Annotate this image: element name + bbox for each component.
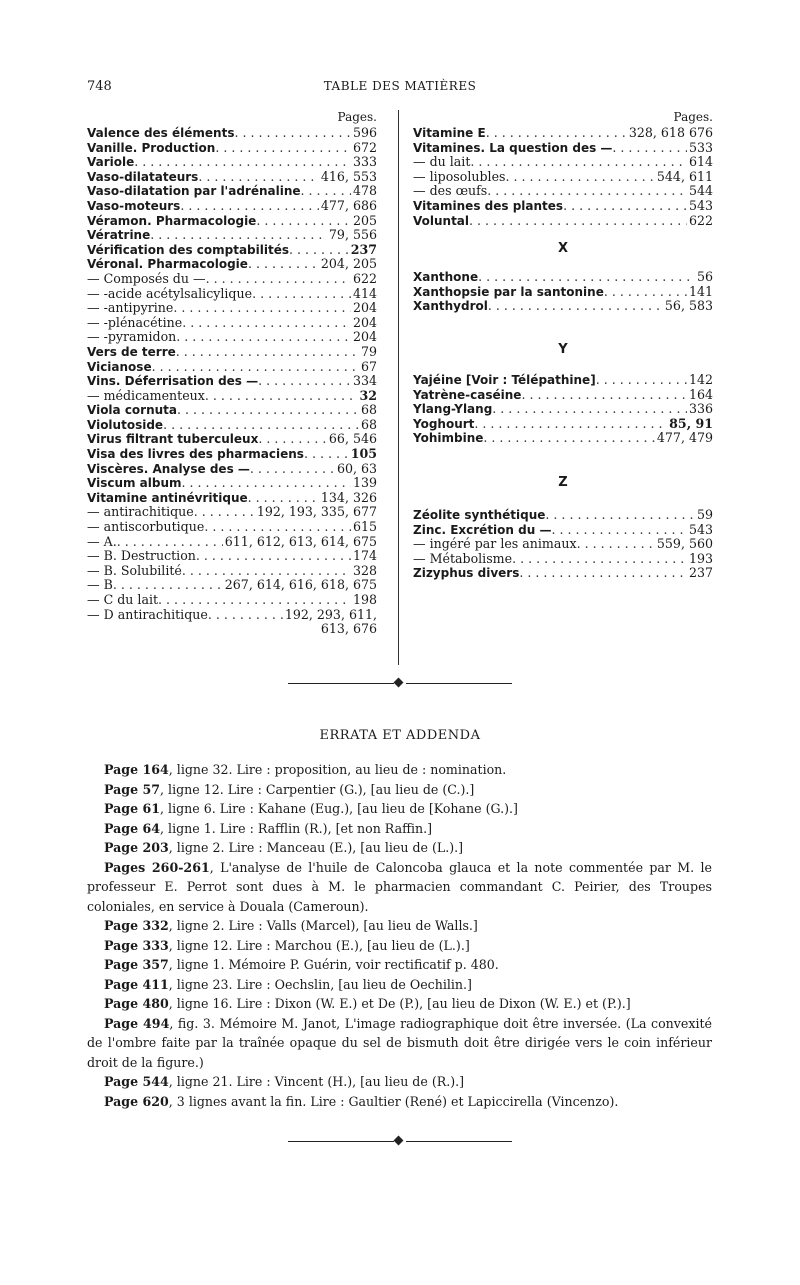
errata-item <box>87 799 712 819</box>
entry-pages: 67 <box>360 358 377 374</box>
errata-text: , ligne 12. Lire : Carpentier (G.), [au lieu de (C.).] <box>160 781 475 797</box>
dot-leader <box>204 520 351 535</box>
entry-term: Vérification des comptabilités <box>87 242 290 257</box>
dot-leader <box>577 537 655 552</box>
index-entry <box>87 549 377 564</box>
dot-leader <box>469 214 687 229</box>
ornament-divider <box>288 679 512 689</box>
dot-leader <box>478 270 695 285</box>
entry-pages: 204 <box>352 329 377 345</box>
entry-term: Yoghourt <box>413 416 475 431</box>
errata-item <box>87 858 712 917</box>
dot-leader <box>176 330 351 345</box>
index-entry <box>87 330 377 345</box>
dot-leader <box>612 141 687 156</box>
letter-heading-z: Z <box>558 474 568 490</box>
index-entry <box>87 403 377 418</box>
dot-leader <box>512 552 687 567</box>
index-entry <box>87 243 377 258</box>
dot-leader <box>563 199 687 214</box>
entry-pages: 543 <box>688 197 713 213</box>
dot-leader <box>304 447 349 462</box>
dot-leader <box>182 564 351 579</box>
entry-pages: 416, 553 <box>320 168 377 184</box>
entry-term: Vitamine antinévritique <box>87 490 248 505</box>
index-entry <box>413 170 713 185</box>
dot-leader <box>182 476 351 491</box>
index-right-column <box>413 110 713 581</box>
entry-pages: 615 <box>352 519 377 535</box>
entry-pages: 142 <box>688 371 713 387</box>
entry-term: — A. <box>87 533 117 549</box>
entry-term: Viola cornuta <box>87 403 178 418</box>
dot-leader <box>258 374 351 389</box>
entry-term: — liposolubles <box>413 168 506 184</box>
entry-term: Viscères. Analyse des — <box>87 461 250 476</box>
errata-page-ref: Page 332 <box>104 918 169 933</box>
index-entry <box>413 126 713 141</box>
index-entry <box>413 388 713 403</box>
entry-pages: 237 <box>350 241 377 257</box>
entry-pages: 477, 479 <box>656 430 713 446</box>
errata-item <box>87 916 712 936</box>
index-entry <box>413 508 713 523</box>
errata-item <box>87 975 712 995</box>
entry-term: — C du lait <box>87 592 159 607</box>
entry-term: Vaso-moteurs <box>87 198 181 213</box>
entry-term: Vitamines. La question des — <box>413 140 613 155</box>
index-entry <box>413 373 713 388</box>
dot-leader <box>152 360 359 375</box>
index-entry <box>87 520 377 535</box>
index-entry <box>87 418 377 433</box>
entry-pages: 533 <box>688 139 713 155</box>
entry-pages: 328 <box>352 562 377 578</box>
entry-term: Zinc. Excrétion du — <box>413 522 552 537</box>
index-entry <box>413 537 713 552</box>
dot-leader <box>173 301 351 316</box>
entry-pages: 334 <box>352 373 377 389</box>
dot-leader <box>208 608 283 623</box>
errata-page-ref: Page 357 <box>104 957 169 972</box>
entry-term: — Composés du — <box>87 270 206 286</box>
errata-item <box>87 1014 712 1073</box>
index-entry <box>413 552 713 567</box>
entry-term: Ylang-Ylang <box>413 402 493 417</box>
errata-text: , ligne 1. Lire : Rafflin (R.), [et non Raffin.] <box>160 820 433 836</box>
entry-pages: 56, 583 <box>664 298 713 314</box>
errata-page-ref: Page 164 <box>104 762 169 777</box>
entry-pages: 478 <box>352 183 377 199</box>
dot-leader <box>487 184 687 199</box>
entry-pages: 596 <box>352 125 377 140</box>
index-entry <box>87 199 377 214</box>
index-entry <box>87 301 377 316</box>
entry-term: — des œufs <box>413 183 488 199</box>
errata-page-ref: Page 544 <box>104 1074 169 1089</box>
entry-term: Xanthydrol <box>413 299 488 314</box>
errata-body <box>87 760 712 1111</box>
entry-pages: 59 <box>696 506 713 522</box>
index-entry <box>413 402 713 417</box>
entries-list-y <box>413 373 713 446</box>
entry-term: Xanthone <box>413 270 479 285</box>
errata-text: , ligne 1. Mémoire P. Guérin, voir rectificatif p. 480. <box>168 957 499 972</box>
dot-leader <box>234 126 350 141</box>
entry-term: Zéolite synthétique <box>413 507 546 522</box>
entry-term: — médicamenteux <box>87 387 205 403</box>
index-entry <box>413 285 713 300</box>
errata-page-ref: Page 333 <box>104 937 169 953</box>
dot-leader <box>256 214 351 229</box>
errata-text: , ligne 2. Lire : Manceau (E.), [au lieu de (L.).] <box>168 840 464 855</box>
entry-pages: 66, 546 <box>328 431 377 447</box>
errata-page-ref: Page 57 <box>104 781 161 797</box>
index-entry <box>413 566 713 581</box>
index-entry <box>87 462 377 477</box>
entry-term: Vaso-dilatateurs <box>87 169 199 184</box>
entry-pages: 134, 326 <box>320 489 377 505</box>
entry-term: Vitamines des plantes <box>413 198 564 213</box>
column-divider <box>398 110 399 665</box>
index-entry <box>413 199 713 214</box>
errata-page-ref: Page 494 <box>104 1015 170 1031</box>
entry-pages: 544, 611 <box>656 168 713 184</box>
dot-leader <box>117 535 223 550</box>
entry-pages: 414 <box>352 285 377 301</box>
entry-term: — -antipyrine <box>87 300 174 316</box>
index-entry <box>413 417 713 432</box>
dot-leader <box>545 508 695 523</box>
entries-list-x <box>413 270 713 314</box>
index-entry <box>87 345 377 360</box>
index-left-column <box>87 110 377 637</box>
entry-pages: 164 <box>688 386 713 402</box>
entry-pages: 79 <box>360 343 377 359</box>
dot-leader <box>198 170 319 185</box>
entry-term: Vitamine E <box>413 126 486 140</box>
index-entry <box>87 141 377 156</box>
dot-leader <box>492 402 687 417</box>
index-entry <box>87 593 377 608</box>
page-number: 748 <box>87 79 112 94</box>
entry-term: Vératrine <box>87 228 151 243</box>
index-entry <box>413 155 713 170</box>
index-entry <box>87 257 377 272</box>
errata-item <box>87 1072 712 1092</box>
entry-pages: 204, 205 <box>320 256 377 272</box>
index-entry <box>87 447 377 462</box>
index-entry <box>87 491 377 506</box>
index-entry <box>87 126 377 141</box>
dot-leader <box>150 228 327 243</box>
index-entry <box>413 141 713 156</box>
dot-leader <box>248 257 319 272</box>
errata-page-ref: Page 480 <box>104 996 169 1011</box>
errata-text: , L'analyse de l'huile de Caloncoba glauca et la note commentée par M. le professeur E. Perrot sont dues à M. le pharmacien commandant C. Peirier, des Troupes coloniales, en service à Douala (Cameroun). <box>87 859 713 914</box>
entry-pages: 611, 612, 613, 614, 675 <box>224 533 377 549</box>
index-entry <box>413 523 713 538</box>
index-entry <box>87 184 377 199</box>
index-entry <box>87 505 377 520</box>
running-title: TABLE DES MATIÈRES <box>323 79 477 93</box>
entry-term: Véramon. Pharmacologie <box>87 213 257 228</box>
entry-pages: 622 <box>352 270 377 286</box>
index-entry <box>87 214 377 229</box>
entry-pages: 559, 560 <box>656 536 713 552</box>
pages-label: Pages. <box>337 110 377 124</box>
errata-item <box>87 1092 712 1112</box>
entry-pages: 192, 293, 611, <box>284 606 377 622</box>
dot-leader <box>604 285 687 300</box>
index-entry <box>87 578 377 593</box>
errata-text: , 3 lignes avant la fin. Lire : Gaultier (René) et Lapiccirella (Vincenzo). <box>168 1093 619 1109</box>
dot-leader <box>258 432 327 447</box>
entry-term: Variole <box>87 155 135 170</box>
entry-term: — antiscorbutique <box>87 519 205 535</box>
errata-item <box>87 780 712 800</box>
index-entry <box>87 432 377 447</box>
entry-pages: 328, 618 676 <box>628 125 713 140</box>
entry-term: Vanille. Production <box>87 140 216 155</box>
entry-pages: 174 <box>352 548 377 564</box>
entry-term: Vers de terre <box>87 344 176 359</box>
dot-leader <box>488 299 663 314</box>
errata-item <box>87 994 712 1014</box>
dot-leader <box>158 593 351 608</box>
index-entry <box>413 431 713 446</box>
index-entry <box>87 155 377 170</box>
index-entry <box>87 608 377 623</box>
entry-pages: 544 <box>688 183 713 199</box>
errata-item <box>87 838 712 858</box>
errata-title: ERRATA ET ADDENDA <box>319 728 481 743</box>
entry-term: Vicianose <box>87 359 152 374</box>
entry-pages: 68 <box>360 416 377 432</box>
dot-leader <box>596 373 687 388</box>
errata-item <box>87 936 712 956</box>
dot-leader <box>519 566 687 581</box>
entry-pages: 204 <box>352 314 377 330</box>
errata-text: , ligne 23. Lire : Oechslin, [au lieu de Oechilin.] <box>168 976 472 992</box>
errata-page-ref: Pages 260-261 <box>104 859 210 875</box>
entry-pages: 139 <box>352 475 377 491</box>
dot-leader <box>177 403 359 418</box>
index-entry <box>87 170 377 185</box>
dot-leader <box>470 155 687 170</box>
entry-term: — D antirachitique <box>87 606 208 622</box>
entry-term: Yajéine [Voir : Télépathine] <box>413 372 596 387</box>
entry-term: — B <box>87 577 113 593</box>
entry-term: Xanthopsie par la santonine <box>413 284 604 299</box>
entry-term: Virus filtrant tuberculeux <box>87 432 259 447</box>
entry-pages: 79, 556 <box>328 227 377 243</box>
errata-text: , ligne 16. Lire : Dixon (W. E.) et De (P.), [au lieu de Dixon (W. E.) et (P.).] <box>168 996 631 1011</box>
letter-heading-x: X <box>557 241 569 257</box>
errata-page-ref: Page 620 <box>104 1093 169 1109</box>
entry-pages: 477, 686 <box>320 197 377 213</box>
index-entry <box>87 622 377 637</box>
entry-pages: 205 <box>352 212 377 228</box>
dot-leader <box>248 491 319 506</box>
entry-pages: 56 <box>696 269 713 285</box>
index-entry <box>87 564 377 579</box>
entry-term: — -acide acétylsalicylique <box>87 285 253 301</box>
entry-pages: 105 <box>350 446 377 462</box>
entries-list <box>87 126 377 637</box>
index-entry <box>87 360 377 375</box>
entry-term: Vaso-dilatation par l'adrénaline <box>87 184 301 199</box>
index-entry <box>87 476 377 491</box>
entry-pages: 85, 91 <box>669 415 713 431</box>
errata-item <box>87 955 712 975</box>
entry-pages: 333 <box>352 154 377 170</box>
entry-pages: 614 <box>688 154 713 170</box>
index-entry <box>87 272 377 287</box>
dot-leader <box>134 155 351 170</box>
entry-pages: 204 <box>352 300 377 316</box>
entries-list-z <box>413 508 713 581</box>
letter-heading-y: Y <box>558 341 568 357</box>
entry-term: Vins. Déferrisation des — <box>87 374 259 389</box>
errata-text: , ligne 2. Lire : Valls (Marcel), [au lieu de Walls.] <box>168 918 478 933</box>
index-entry <box>87 374 377 389</box>
entry-term: — Métabolisme <box>413 550 513 566</box>
errata-text: , fig. 3. Mémoire M. Janot, L'image radiographique doit être inversée. (La convexité de l'ombre faite par la traînée opaque du sel de bismuth doit être dirigée vers le coin inférieur droit de la figure.) <box>87 1015 712 1070</box>
ornament-divider <box>288 1137 512 1147</box>
index-entry <box>413 214 713 229</box>
entry-term: Valence des éléments <box>87 126 235 140</box>
entry-pages: 237 <box>688 565 713 581</box>
entry-term: Yatrène-caséine <box>413 387 522 402</box>
entry-term: Yohimbine <box>413 431 484 446</box>
dot-leader <box>196 549 351 564</box>
errata-text: , ligne 21. Lire : Vincent (H.), [au lieu de (R.).] <box>168 1074 465 1089</box>
dot-leader <box>551 523 687 538</box>
entry-term: — du lait <box>413 154 471 170</box>
entry-pages: 198 <box>352 592 377 607</box>
dot-leader <box>163 418 359 433</box>
entry-term: — antirachitique <box>87 504 194 520</box>
entry-pages: 622 <box>688 212 713 228</box>
dot-leader <box>113 578 223 593</box>
index-entry <box>413 184 713 199</box>
dot-leader <box>250 462 335 477</box>
errata-item <box>87 819 712 839</box>
index-entry <box>87 316 377 331</box>
entry-pages: 267, 614, 616, 618, 675 <box>224 577 377 593</box>
errata-text: , ligne 6. Lire : Kahane (Eug.), [au lieu de [Kohane (G.).] <box>160 801 518 816</box>
entry-term: Violutoside <box>87 417 164 432</box>
entry-pages: 32 <box>359 387 377 403</box>
dot-leader <box>206 272 351 287</box>
errata-item <box>87 760 712 780</box>
entry-term: — -plénacétine <box>87 314 183 330</box>
index-entry <box>87 228 377 243</box>
dot-leader <box>176 345 359 360</box>
dot-leader <box>506 170 655 185</box>
dot-leader <box>215 141 351 156</box>
dot-leader <box>194 505 255 520</box>
entry-term: Voluntal <box>413 213 470 228</box>
dot-leader <box>486 126 627 141</box>
entry-term: — ingéré par les animaux <box>413 536 577 552</box>
errata-page-ref: Page 411 <box>104 976 169 992</box>
index-entry <box>87 287 377 302</box>
dot-leader <box>521 388 687 403</box>
errata-text: , ligne 32. Lire : proposition, au lieu de : nomination. <box>168 762 507 777</box>
entry-term: Zizyphus divers <box>413 566 520 581</box>
dot-leader <box>180 199 319 214</box>
index-entry <box>87 535 377 550</box>
entry-pages: 672 <box>352 139 377 155</box>
entry-pages: 141 <box>688 283 713 299</box>
entry-term: — -pyramidon <box>87 329 177 345</box>
dot-leader <box>252 287 351 302</box>
dot-leader <box>182 316 351 331</box>
index-entry <box>413 299 713 314</box>
entry-pages: 543 <box>688 521 713 537</box>
errata-page-ref: Page 203 <box>104 840 169 855</box>
entry-pages: 68 <box>360 402 377 418</box>
pages-label: Pages. <box>673 110 713 124</box>
dot-leader <box>289 243 349 258</box>
errata-page-ref: Page 61 <box>104 801 161 816</box>
index-entry <box>87 389 377 404</box>
dot-leader <box>301 184 351 199</box>
entry-pages: 193 <box>688 550 713 566</box>
entry-pages: 60, 63 <box>336 460 377 476</box>
dot-leader <box>483 431 655 446</box>
errata-page-ref: Page 64 <box>104 820 161 836</box>
entry-pages: 336 <box>688 401 713 417</box>
entry-term: — B. Solubilité <box>87 562 182 578</box>
dot-leader <box>474 417 667 432</box>
entry-pages: 192, 193, 335, 677 <box>256 504 377 520</box>
entry-term: Visa des livres des pharmaciens <box>87 447 304 462</box>
entry-pages: 613, 676 <box>320 621 377 637</box>
dot-leader <box>205 389 358 404</box>
errata-text: , ligne 12. Lire : Marchou (E.), [au lieu de (L.).] <box>168 937 470 953</box>
entries-list-v <box>413 126 713 228</box>
index-entry <box>413 270 713 285</box>
entry-term: Viscum album <box>87 476 182 491</box>
entry-term: — B. Destruction <box>87 548 196 564</box>
entry-term: Véronal. Pharmacologie <box>87 257 248 272</box>
